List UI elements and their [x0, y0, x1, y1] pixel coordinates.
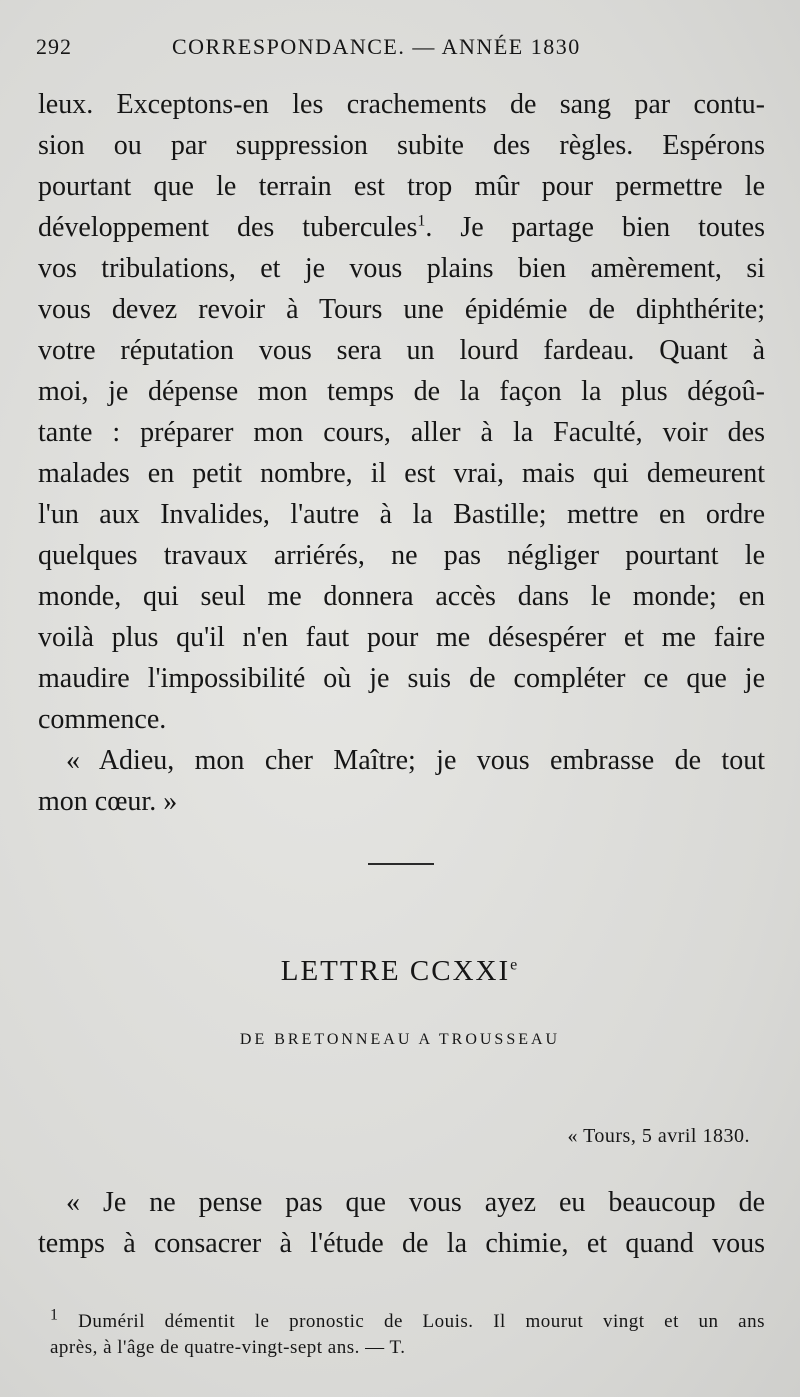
text-line: monde, qui seul me donnera accès dans le monde; en — [38, 581, 765, 612]
footnote-text: Duméril démentit le pronostic de Louis. Il mourut vingt et un ans — [78, 1311, 766, 1332]
section-divider — [368, 863, 434, 865]
letter-dateline: « Tours, 5 avril 1830. — [567, 1125, 750, 1147]
footnote — [50, 1306, 766, 1361]
text-fragment: développement des tubercules — [38, 212, 418, 243]
text-line: malades en petit nombre, il est vrai, mais qui demeurent — [38, 458, 765, 489]
footnote-marker: 1 — [50, 1306, 59, 1324]
page-number: 292 — [36, 34, 72, 59]
letter-subtitle: DE BRETONNEAU A TROUSSEAU — [239, 1031, 561, 1048]
text-line: pourtant que le terrain est trop mûr pour permettre le — [38, 171, 765, 202]
text-line: temps à consacrer à l'étude de la chimie, et quand vous — [38, 1228, 765, 1259]
text-line: voilà plus qu'il n'en faut pour me désespérer et me faire — [38, 622, 765, 653]
letter-title — [0, 955, 800, 988]
closing-paragraph — [38, 740, 765, 822]
footnote-line — [50, 1306, 766, 1335]
letter-body — [38, 1182, 765, 1264]
text-line: « Je ne pense pas que vous ayez eu beaucoup de — [66, 1187, 765, 1218]
body-paragraph — [38, 84, 765, 740]
text-line: sion ou par suppression subite des règles. Espérons — [38, 130, 765, 161]
text-line: quelques travaux arriérés, ne pas négliger pourtant le — [38, 540, 765, 571]
footnote-line: après, à l'âge de quatre-vingt-sept ans. — T. — [50, 1337, 406, 1358]
text-line: vos tribulations, et je vous plains bien amèrement, si — [38, 253, 765, 284]
text-line: commence. — [38, 704, 167, 735]
text-line: vous devez revoir à Tours une épidémie de diphthérite; — [38, 294, 765, 325]
text-line: votre réputation vous sera un lourd fardeau. Quant à — [38, 335, 765, 366]
text-line: l'un aux Invalides, l'autre à la Bastille; mettre en ordre — [38, 499, 765, 530]
text-fragment: . Je partage bien toutes — [425, 212, 765, 243]
text-line-with-footnote — [38, 207, 765, 248]
text-line: mon cœur. » — [38, 786, 178, 817]
footnote-reference: 1 — [417, 212, 426, 230]
running-title: CORRESPONDANCE. — ANNÉE 1830 — [172, 34, 581, 59]
text-line: « Adieu, mon cher Maître; je vous embrasse de tout — [66, 745, 765, 776]
text-line: leux. Exceptons-en les crachements de sang par contu- — [38, 89, 765, 120]
letter-title-text: LETTRE CCXXI — [280, 955, 511, 987]
running-head — [36, 34, 766, 68]
text-line: maudire l'impossibilité où je suis de compléter ce que je — [38, 663, 765, 694]
text-line: tante : préparer mon cours, aller à la Faculté, voir des — [38, 417, 765, 448]
text-line: moi, je dépense mon temps de la façon la plus dégoû- — [38, 376, 765, 407]
letter-title-superscript: e — [510, 956, 520, 974]
